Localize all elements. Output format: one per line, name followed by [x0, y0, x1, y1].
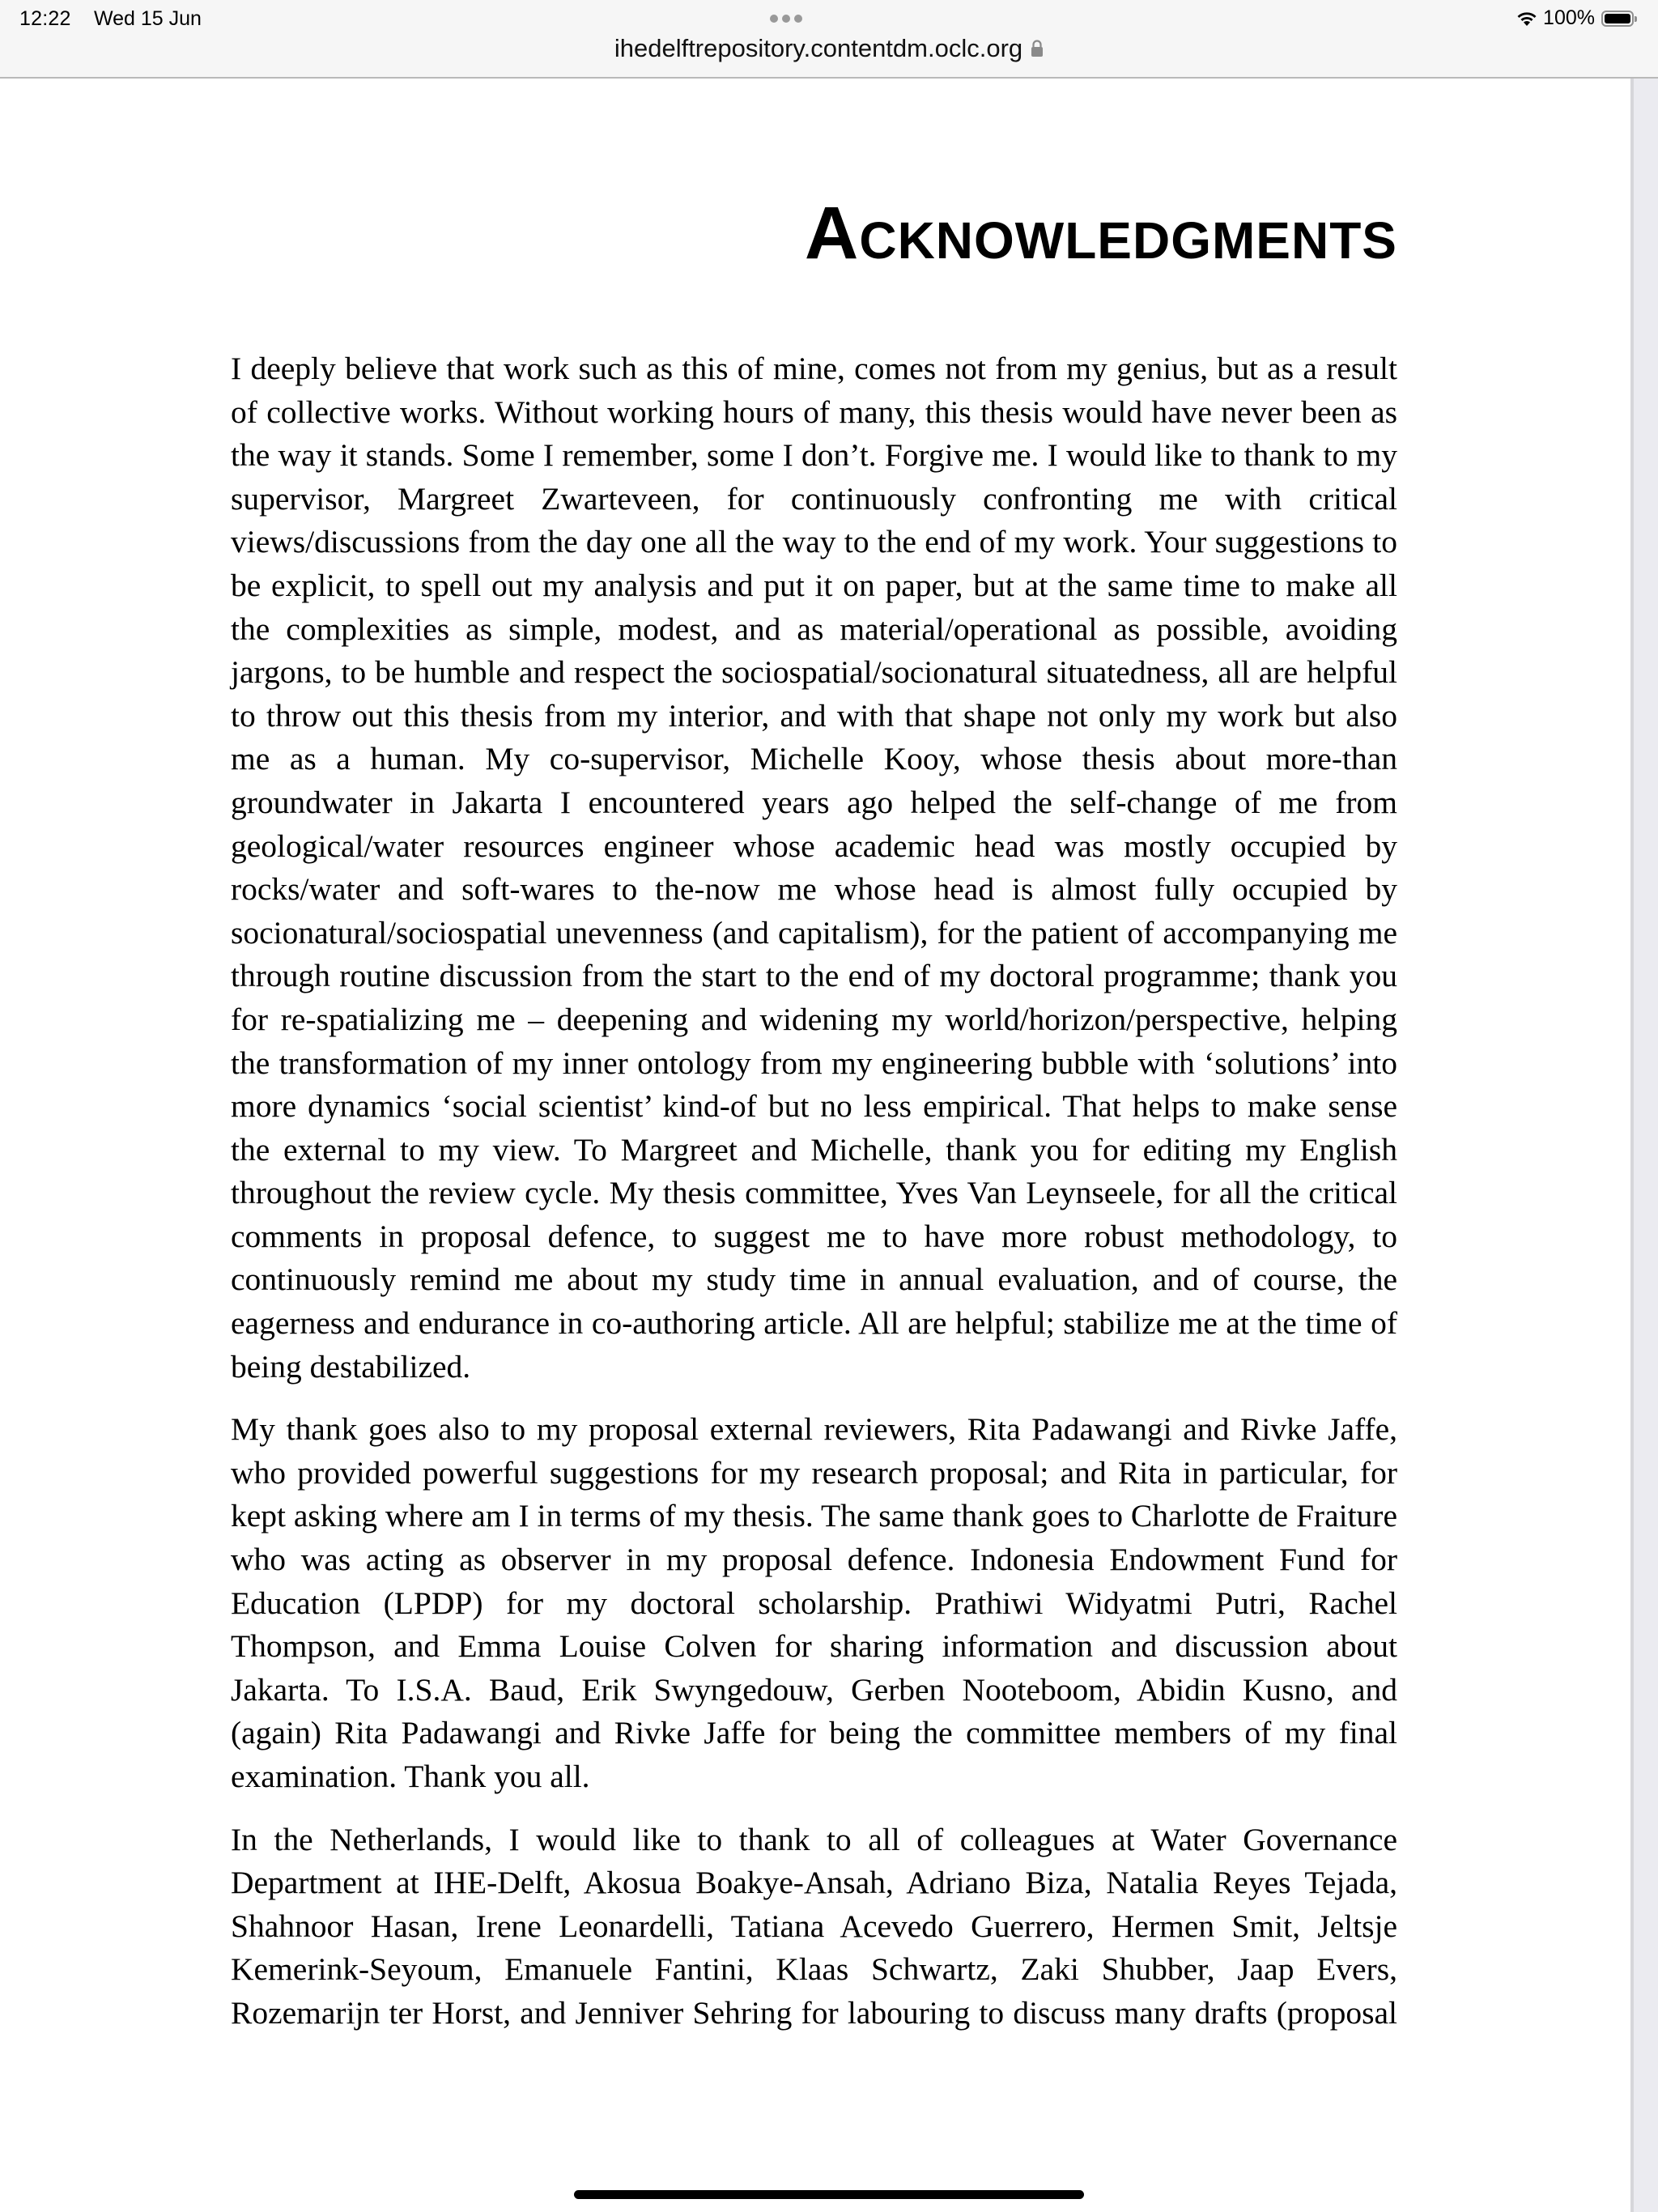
dot — [770, 15, 778, 23]
page-edge-shadow — [1630, 79, 1658, 2212]
status-indicators — [1516, 6, 1634, 30]
battery-cap — [1635, 16, 1637, 22]
dot — [782, 15, 790, 23]
battery-full-icon — [1601, 11, 1634, 27]
paragraph-3: In the Netherlands, I would like to thank to all of colleagues at Water Governance Department at IHE-Delft, Akosua Boakye-Ansah, Adriano Biza, Natalia Reyes Tejada, Shahnoor Hasan, Irene Leonardelli, Tatiana Acevedo Guerrero, Hermen Smit, Jeltsje Kemerink-Seyoum, Emanuele Fantini, Klaas Schwartz, Zaki Shubber, Jaap Evers, Rozemarijn ter Horst, and Jenniver Sehring for labouring to discuss many drafts (proposal — [231, 1821, 1397, 2031]
document-viewport[interactable] — [0, 79, 1658, 2212]
status-date: Wed 15 Jun — [94, 7, 202, 30]
lock-icon — [1031, 40, 1044, 57]
url-text[interactable]: ihedelftrepository.contentdm.oclc.org — [614, 34, 1023, 62]
paragraph-1: I deeply believe that work such as this of mine, comes not from my genius, but as a result of collective works. Without working hours of many, this thesis would have never been as the way it stands. Some I remember, some I don’t. Forgive me. I would like to thank to my supervisor, Margreet Zwarteveen, for continuously confronting me with critical views/discussions from the day one all the way to the end of my work. Your suggestions to be explicit, to spell out my analysis and put it on paper, but at the same time to make all the complexities as simple, modest, and as material/operational as possible, avoiding jargons, to be humble and respect the sociospatial/socionatural situatedness, all are helpful to throw out this thesis from my interior, and with that shape not only my work but also me as a human. My co-supervisor, Michelle Kooy, whose thesis about more-than groundwater in Jakarta I encountered years ago helped the self-change of me from geological/water resources engineer whose academic head was mostly occupied by rocks/water and soft-wares to the-now me whose head is almost fully occupied by socionatural/sociospatial unevenness (and capitalism), for the patient of accompanying me through routine discussion from the start to the end of my doctoral programme; thank you for re-spatializing me – deepening and widening my world/horizon/perspective, helping the transformation of my inner ontology from my engineering bubble with ‘solutions’ into more dynamics ‘social scientist’ kind-of but no less empirical. That helps to make sense the external to my view. To Margreet and Michelle, thank you for editing my English throughout the review cycle. My thesis committee, Yves Van Leynseele, for all the critical comments in proposal defence, to suggest me to have more robust methodology, to continuously remind me about my study time in annual evaluation, and of course, the eagerness and endurance in co-authoring article. All are helpful; stabilize me at the time of being destabilized. — [231, 351, 1397, 1385]
paragraph-2: My thank goes also to my proposal external reviewers, Rita Padawangi and Rivke Jaffe, who provided powerful suggestions for my research proposal; and Rita in particular, for kept asking where am I in terms of my thesis. The same thank goes to Charlotte de Fraiture who was acting as observer in my proposal defence. Indonesia Endowment Fund for Education (LPDP) for my doctoral scholarship. Prathiwi Widyatmi Putri, Rachel Thompson, and Emma Louise Colven for sharing information and discussion about Jakarta. To I.S.A. Baud, Erik Swyngedouw, Gerben Nooteboom, Abidin Kusno, and (again) Rita Padawangi and Rivke Jaffe for being the committee members of my final examination. Thank you all. — [231, 1411, 1397, 1794]
battery-level — [1605, 14, 1630, 23]
status-time: 12:22 — [19, 7, 71, 30]
page-title: Acknowledgments — [804, 192, 1397, 274]
battery-percent: 100% — [1543, 6, 1595, 29]
more-dots-icon[interactable] — [770, 15, 802, 23]
address-bar[interactable] — [0, 34, 1658, 63]
dot — [794, 15, 802, 23]
browser-top-bar — [0, 0, 1658, 79]
wifi-icon — [1516, 10, 1538, 28]
document-body — [231, 347, 1397, 2035]
home-indicator-bar[interactable] — [574, 2190, 1084, 2199]
